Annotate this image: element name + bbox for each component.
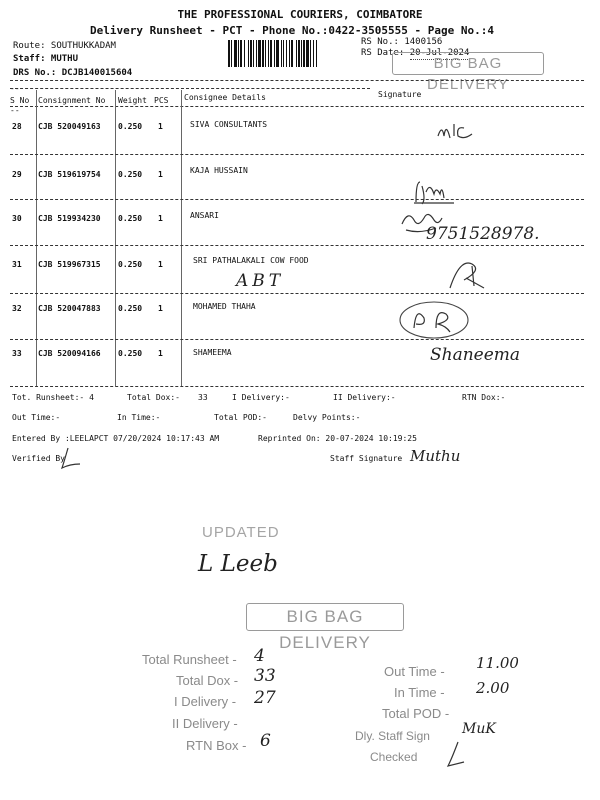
total-dox-value: 33 — [198, 393, 208, 402]
row-consignment: CJB 520049163 — [38, 122, 101, 131]
company-name: THE PROFESSIONAL COURIERS, COIMBATORE — [177, 8, 423, 21]
row-consignee: SRI PATHALAKALI COW FOOD — [193, 256, 309, 265]
summary-in-time-value: 2.00 — [476, 679, 510, 697]
summary-total-dox: Total Dox - — [176, 673, 239, 688]
signature-row-28 — [430, 112, 500, 148]
summary-total-dox-value: 33 — [254, 666, 276, 686]
col-pcs: PCS — [154, 96, 169, 105]
out-time-label: Out Time:- — [12, 413, 61, 422]
handwritten-staff-sign: Muthu — [410, 447, 461, 465]
entered-by: Entered By :LEELAPCT 07/20/2024 10:17:43 AM — [12, 434, 220, 443]
row-consignment: CJB 519934230 — [38, 214, 101, 223]
row-consignment: CJB 520094166 — [38, 349, 101, 358]
i-delivery-label: I Delivery:- — [232, 393, 290, 402]
summary-total-runsheet-value: 4 — [254, 646, 265, 666]
signature-row-32 — [396, 298, 476, 342]
col-consignment: Consignment No — [38, 96, 106, 105]
row-weight: 0.250 — [118, 304, 143, 313]
rtn-dox-label: RTN Dox:- — [462, 393, 506, 402]
row-pcs: 1 — [158, 260, 163, 269]
row-sno: 33 — [12, 349, 22, 358]
row-weight: 0.250 — [118, 214, 143, 223]
verified-by-label: Verified By — [12, 454, 65, 463]
row-consignee: SIVA CONSULTANTS — [190, 120, 268, 129]
rs-number: RS No.: 1400156 — [361, 37, 443, 47]
row-sno: 30 — [12, 214, 22, 223]
summary-checked: Checked — [370, 750, 418, 764]
barcode-icon — [228, 40, 356, 67]
ii-delivery-label: II Delivery:- — [333, 393, 396, 402]
summary-i-delivery: I Delivery - — [174, 694, 237, 709]
row-pcs: 1 — [158, 170, 163, 179]
row-consignee: MOHAMED THAHA — [193, 302, 256, 311]
row-consignment: CJB 519619754 — [38, 170, 101, 179]
delvy-points-label: Delvy Points:- — [293, 413, 361, 422]
row-sno: 29 — [12, 170, 22, 179]
handwritten-updated-sign: L Leeb — [198, 551, 278, 577]
row-sno: 32 — [12, 304, 22, 313]
updated-stamp: UPDATED — [202, 524, 280, 541]
handwritten-row33-sign: Shaneema — [430, 345, 521, 365]
row-consignee: SHAMEEMA — [193, 348, 232, 357]
row-pcs: 1 — [158, 349, 163, 358]
staff-signature-label: Staff Signature — [330, 454, 403, 463]
tot-runsheet: Tot. Runsheet:- 4 — [12, 393, 94, 402]
row-weight: 0.250 — [118, 349, 143, 358]
reprinted-on: Reprinted On: 20-07-2024 10:19:25 — [258, 434, 417, 443]
total-dox-label: Total Dox:- — [127, 393, 180, 402]
rs-date: RS Date: 20-Jul-2024 — [361, 48, 470, 58]
summary-total-runsheet: Total Runsheet - — [142, 652, 237, 667]
summary-total-pod: Total POD - — [382, 706, 450, 721]
checked-signature — [440, 740, 470, 770]
verified-signature — [58, 446, 88, 470]
handwritten-phone: 9751528978. — [426, 224, 540, 244]
summary-i-delivery-value: 27 — [254, 688, 276, 708]
summary-in-time: In Time - — [394, 685, 445, 700]
row-weight: 0.250 — [118, 122, 143, 131]
row-pcs: 1 — [158, 304, 163, 313]
row-consignment: CJB 520047883 — [38, 304, 101, 313]
row-consignee: KAJA HUSSAIN — [190, 166, 248, 175]
signature-row-31 — [440, 258, 500, 292]
row-weight: 0.250 — [118, 260, 143, 269]
runsheet-subtitle: Delivery Runsheet - PCT - Phone No.:0422-3505555 - Page No.:4 — [90, 24, 494, 37]
summary-rtn-box-value: 6 — [260, 731, 271, 751]
summary-rtn-box: RTN Box - — [186, 738, 247, 753]
summary-out-time: Out Time - — [384, 664, 445, 679]
row-sno: 31 — [12, 260, 22, 269]
staff-label: Staff: MUTHU — [13, 54, 79, 64]
big-bag-stamp-top: BIG BAG DELIVERY — [392, 52, 544, 75]
col-weight: Weight — [118, 96, 147, 105]
row-consignee: ANSARI — [190, 211, 219, 220]
in-time-label: In Time:- — [117, 413, 161, 422]
row-pcs: 1 — [158, 122, 163, 131]
row-pcs: 1 — [158, 214, 163, 223]
route-label: Route: SOUTHUKKADAM — [13, 41, 116, 51]
summary-staff-sign: Dly. Staff Sign — [355, 729, 430, 743]
row-sno: 28 — [12, 122, 22, 131]
signature-row-29 — [410, 176, 470, 206]
summary-staff-sign-value: MuK — [462, 721, 496, 737]
row-weight: 0.250 — [118, 170, 143, 179]
row-consignment: CJB 519967315 — [38, 260, 101, 269]
summary-ii-delivery: II Delivery - — [172, 716, 238, 731]
drs-number: DRS No.: DCJB140015604 — [13, 68, 133, 78]
col-sno: S No — [10, 96, 30, 105]
col-signature: Signature — [378, 90, 422, 99]
total-pod-label: Total POD:- — [214, 413, 267, 422]
summary-out-time-value: 11.00 — [476, 654, 519, 672]
handwritten-row31-note: ABT — [236, 271, 285, 291]
big-bag-stamp: BIG BAG DELIVERY — [246, 603, 404, 631]
col-consignee: Consignee Details — [184, 93, 266, 102]
